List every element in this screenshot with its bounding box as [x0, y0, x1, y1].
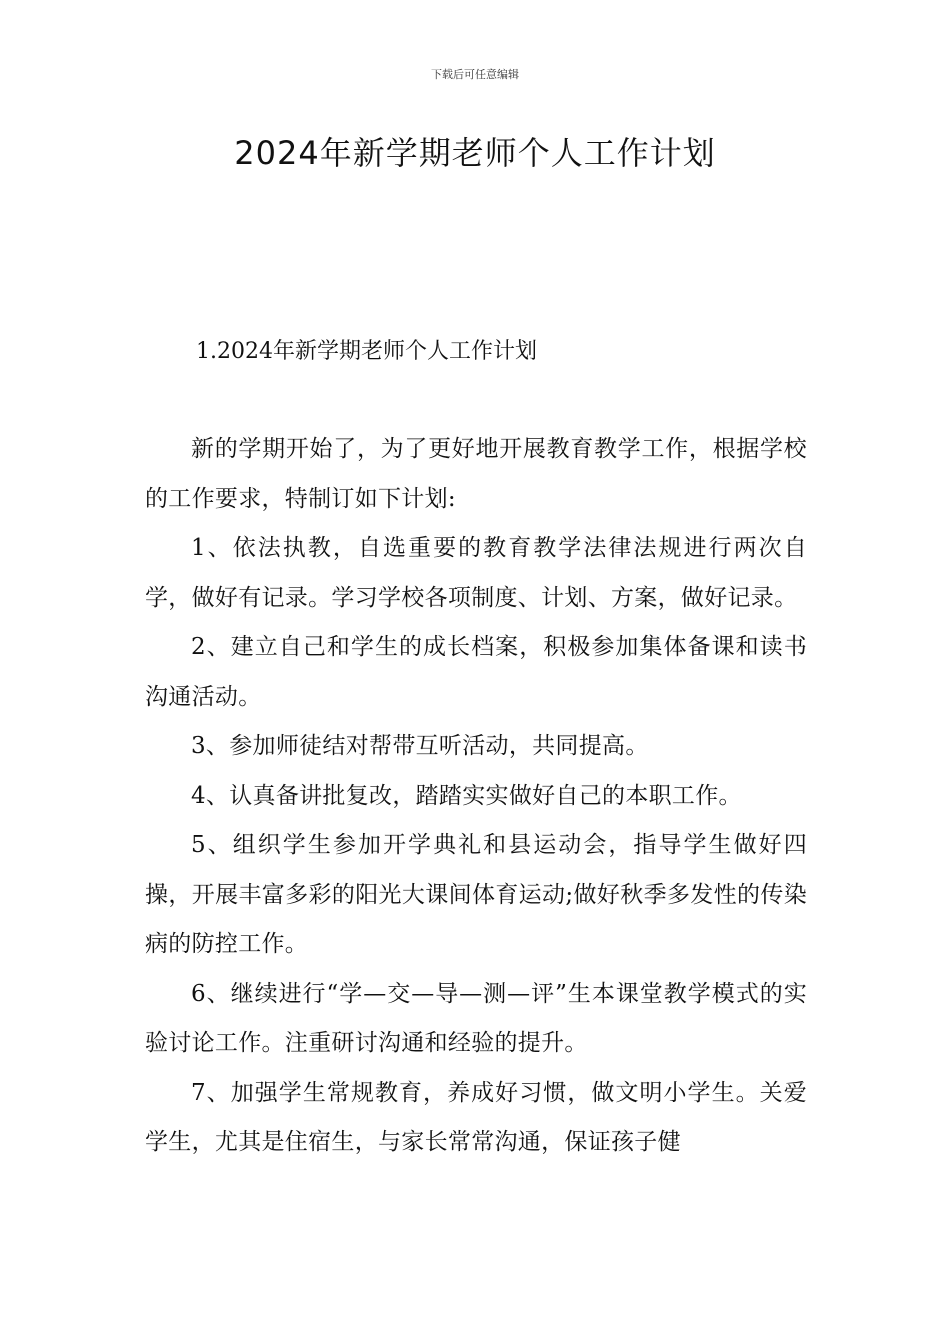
paragraph-item-5: 5、组织学生参加开学典礼和县运动会，指导学生做好四操，开展丰富多彩的阳光大课间体育运动;做好秋季多发性的传染病的防控工作。	[145, 832, 807, 957]
document-body	[145, 425, 807, 1168]
paragraph-item-6: 6、继续进行“学—交—导—测—评”生本课堂教学模式的实验讨论工作。注重研讨沟通和经验的提升。	[145, 980, 807, 1056]
section-heading: 1.2024年新学期老师个人工作计划	[196, 339, 537, 364]
paragraph-item-1: 1、依法执教，自选重要的教育教学法律法规进行两次自学，做好有记录。学习学校各项制度、计划、方案，做好记录。	[145, 535, 807, 611]
paragraph-item-7: 7、加强学生常规教育，养成好习惯，做文明小学生。关爱学生，尤其是住宿生，与家长常常沟通，保证孩子健	[145, 1079, 807, 1155]
paragraph-item-2: 2、建立自己和学生的成长档案，积极参加集体备课和读书沟通活动。	[145, 634, 807, 710]
header-note: 下载后可任意编辑	[431, 68, 519, 81]
paragraph-item-3: 3、参加师徒结对帮带互听活动，共同提高。	[191, 733, 649, 759]
paragraph-item-4: 4、认真备讲批复改，踏踏实实做好自己的本职工作。	[191, 782, 742, 809]
paragraph-intro: 新的学期开始了，为了更好地开展教育教学工作，根据学校的工作要求，特制订如下计划:	[145, 436, 807, 512]
document-title: 2024年新学期老师个人工作计划	[234, 134, 716, 172]
